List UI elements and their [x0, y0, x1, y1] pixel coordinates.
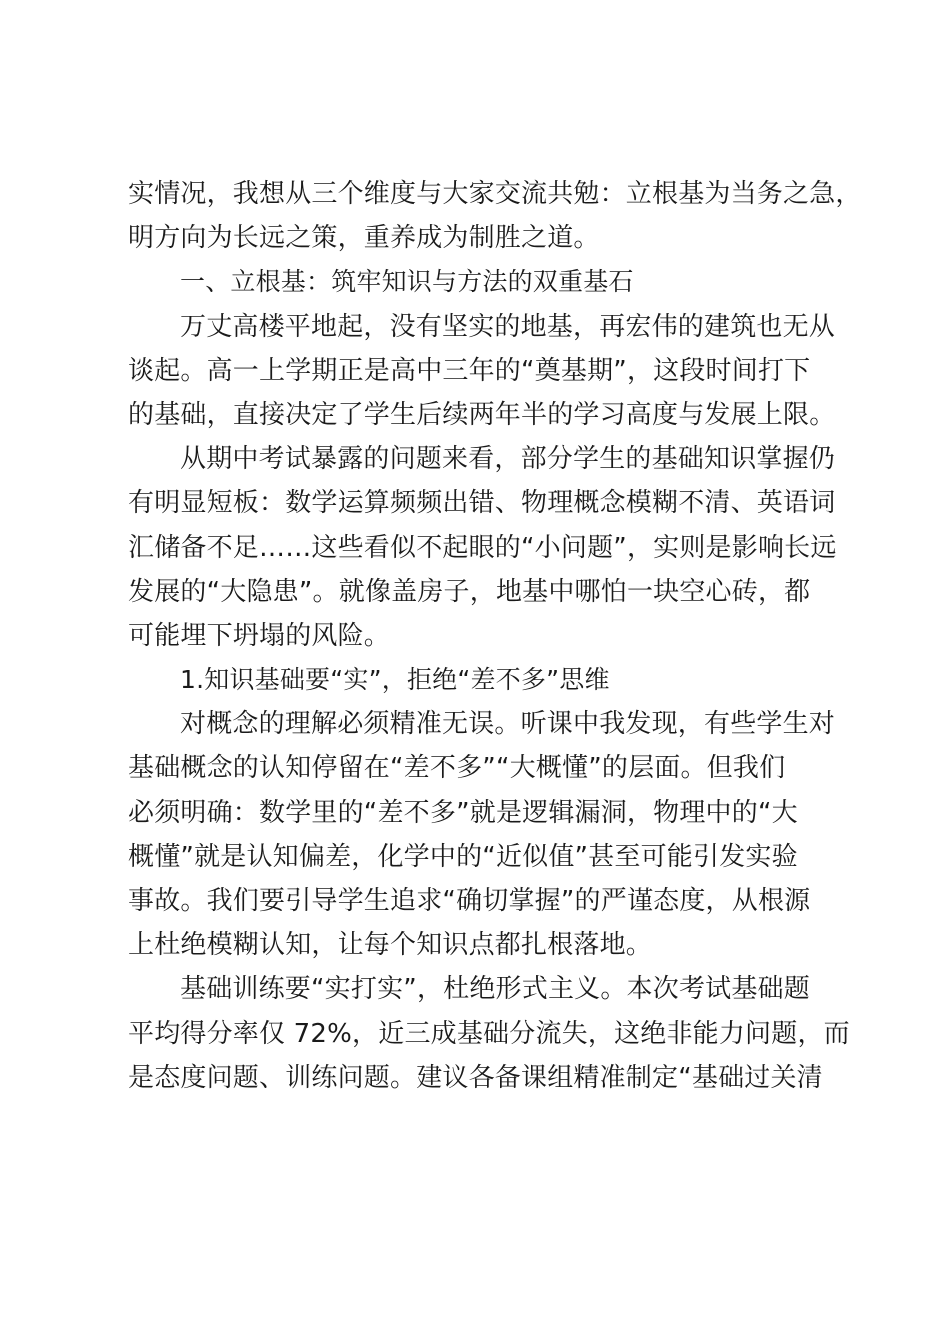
text-line: 谈起。高一上学期正是高中三年的“奠基期”，这段时间打下: [128, 355, 811, 386]
paragraph-start-line: 对概念的理解必须精准无误。听课中我发现，有些学生对: [180, 709, 836, 740]
text-line: 明方向为长远之策，重养成为制胜之道。: [128, 223, 600, 254]
text-line: 基础概念的认知停留在“差不多”“大概懂”的层面。但我们: [128, 753, 786, 784]
text-line: 平均得分率仅 72%，近三成基础分流失，这绝非能力问题，而: [128, 1018, 850, 1049]
text-line: 可能埋下坍塌的风险。: [128, 620, 391, 651]
body-text: [128, 172, 862, 1100]
text-line: 汇储备不足……这些看似不起眼的“小问题”，实则是影响长远: [128, 532, 837, 563]
paragraph-start-line: 万丈高楼平地起，没有坚实的地基，再宏伟的建筑也无从: [180, 311, 836, 342]
text-line: 实情况，我想从三个维度与大家交流共勉：立根基为当务之急，: [128, 179, 862, 209]
text-line: 概懂”就是认知偏差，化学中的“近似值”甚至可能引发实验: [128, 841, 798, 872]
text-line: 有明显短板：数学运算频频出错、物理概念模糊不清、英语词: [128, 488, 836, 519]
text-line: 是态度问题、训练问题。建议各备课组精准制定“基础过关清: [128, 1062, 823, 1093]
text-line: 的基础，直接决定了学生后续两年半的学习高度与发展上限。: [128, 399, 836, 430]
paragraph-start-line: 从期中考试暴露的问题来看，部分学生的基础知识掌握仍: [180, 444, 836, 475]
text-line: 必须明确：数学里的“差不多”就是逻辑漏洞，物理中的“大: [128, 797, 798, 828]
text-line: 上杜绝模糊认知，让每个知识点都扎根落地。: [128, 930, 653, 961]
paragraph-start-line: 基础训练要“实打实”，杜绝形式主义。本次考试基础题: [180, 974, 810, 1005]
text-line: 发展的“大隐患”。就像盖房子，地基中哪怕一块空心砖，都: [128, 576, 811, 607]
subsection-heading: 1.知识基础要“实”，拒绝“差不多”思维: [180, 665, 610, 695]
text-line: 事故。我们要引导学生追求“确切掌握”的严谨态度，从根源: [128, 886, 811, 916]
section-heading: 一、立根基：筑牢知识与方法的双重基石: [180, 267, 634, 297]
